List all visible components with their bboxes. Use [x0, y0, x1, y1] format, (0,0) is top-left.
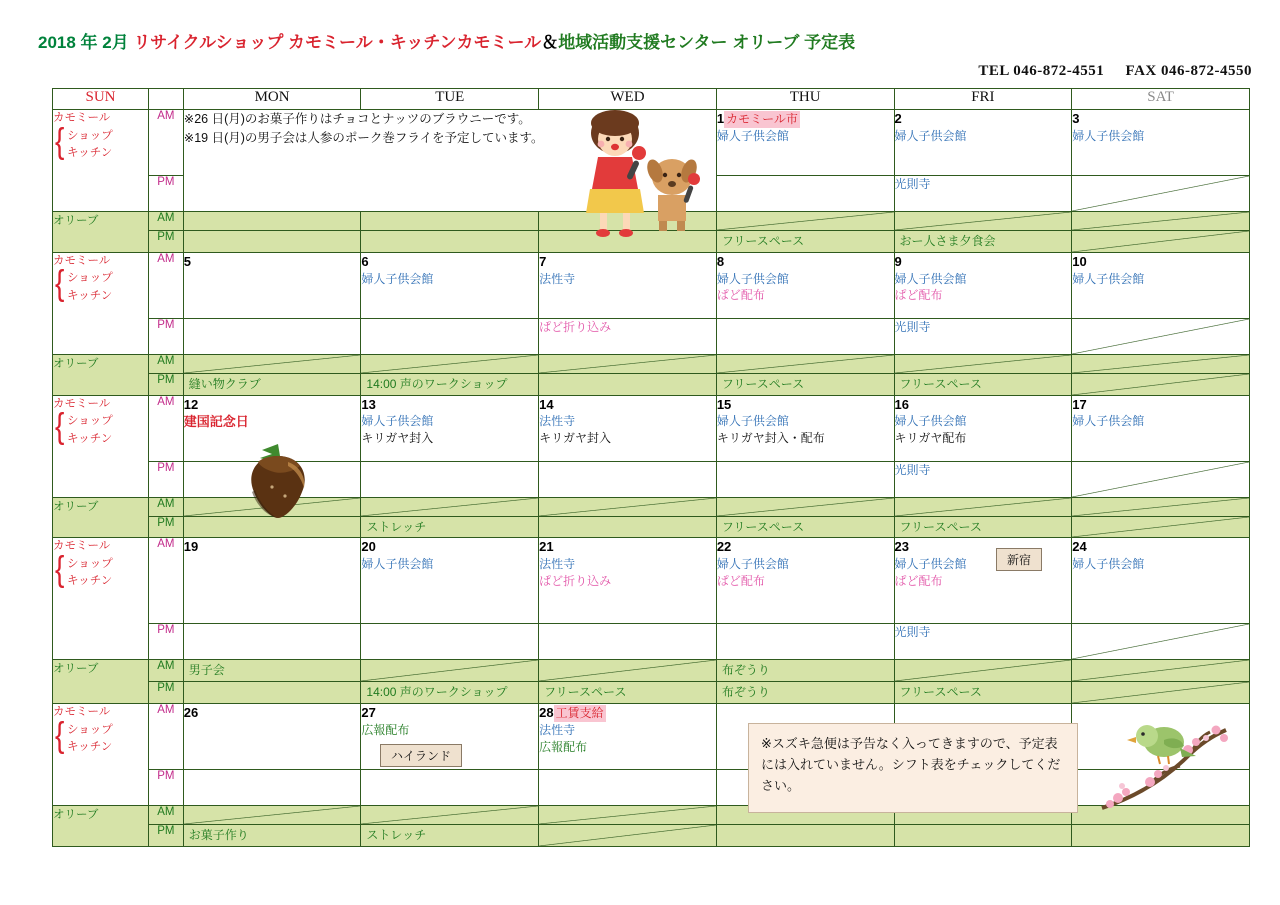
day-number: 14	[539, 396, 554, 412]
column-header-tue: TUE	[361, 89, 539, 110]
olive-cell-wed[interactable]	[539, 516, 717, 538]
ampm-label-am: AM	[149, 660, 184, 682]
title-org1: リサイクルショップ カモミール・キッチンカモミール	[133, 33, 542, 52]
day-cell-thu[interactable]	[716, 318, 894, 354]
event-text: 婦人子供会館	[1072, 414, 1145, 429]
day-number: 2	[894, 111, 902, 126]
bird-branch-illustration-icon	[1092, 712, 1232, 822]
olive-cell-fri[interactable]	[894, 660, 1072, 682]
contact-info	[978, 63, 1252, 80]
week-4-kamomile-am-row	[53, 538, 1250, 624]
event-text: 婦人子供会館	[716, 557, 789, 572]
event-text: 婦人子供会館	[894, 414, 967, 429]
event-text: ぱど配布	[894, 574, 943, 589]
day-cell-wed[interactable]	[539, 252, 717, 318]
event-text: 布ぞうり	[721, 663, 770, 678]
event-text: 光則寺	[894, 319, 931, 334]
olive-cell-mon[interactable]	[183, 212, 361, 231]
brace-icon: {	[55, 120, 65, 160]
event-text: 広報配布	[539, 739, 588, 754]
day-cell-sat[interactable]	[1072, 538, 1250, 624]
olive-cell-thu[interactable]	[716, 497, 894, 516]
page-title	[38, 28, 855, 53]
event-text: ぱど配布	[716, 288, 765, 303]
day-cell-fri[interactable]	[894, 461, 1072, 497]
olive-cell-wed[interactable]	[539, 805, 717, 824]
day-cell-thu[interactable]	[716, 395, 894, 461]
event-text: 婦人子供会館	[361, 271, 434, 286]
event-text: ぱど折り込み	[539, 574, 612, 589]
children-illustration-icon	[560, 105, 710, 245]
day-cell-thu[interactable]	[716, 538, 894, 624]
brace-icon: {	[55, 714, 65, 754]
day-cell-wed[interactable]	[539, 318, 717, 354]
kamomile-label-kitchen: キッチン	[67, 146, 113, 159]
event-text: 婦人子供会館	[1072, 128, 1145, 143]
olive-cell-tue[interactable]	[361, 231, 539, 253]
olive-cell-tue[interactable]	[361, 497, 539, 516]
olive-cell-fri[interactable]	[894, 373, 1072, 395]
olive-row-label: オリーブ	[53, 497, 149, 538]
day-cell-mon[interactable]	[183, 538, 361, 624]
olive-cell-tue[interactable]	[361, 805, 539, 824]
event-text: 布ぞうり	[721, 685, 770, 700]
day-number: 17	[1072, 396, 1087, 412]
day-cell-fri[interactable]	[894, 176, 1072, 212]
olive-cell-sat[interactable]	[1072, 212, 1250, 231]
kamomile-label-shop: ショップ	[67, 129, 113, 142]
event-text: フリースペース	[544, 685, 627, 700]
day-cell-wed[interactable]	[539, 461, 717, 497]
week1-note-text: ※26 日(月)のお菓子作りはチョコとナッツのブラウニーです。 ※19 日(月)の男子会は人参のポーク巻フライを予定しています。	[183, 112, 544, 146]
event-text: キリガヤ封入・配布	[716, 431, 825, 446]
olive-cell-mon[interactable]	[183, 373, 361, 395]
olive-cell-fri[interactable]	[894, 682, 1072, 704]
event-text: 14:00 声のワークショップ	[366, 685, 508, 700]
day-cell-mon[interactable]	[183, 318, 361, 354]
event-text: 建国記念日	[183, 414, 249, 430]
kamomile-brace	[53, 120, 148, 163]
day-cell-sat[interactable]	[1072, 110, 1250, 176]
day-cell-tue[interactable]	[361, 461, 539, 497]
week-4-olive-am-row	[53, 660, 1250, 682]
olive-cell-sat[interactable]	[1072, 682, 1250, 704]
olive-row-label: オリーブ	[53, 805, 149, 846]
day-number: 1	[716, 111, 725, 126]
title-amp: ＆	[541, 33, 559, 52]
kamomile-label-kitchen: キッチン	[67, 575, 113, 588]
kamomile-row-label	[53, 703, 149, 805]
day-cell-tue[interactable]	[361, 252, 539, 318]
day-cell-tue[interactable]	[361, 395, 539, 461]
kamomile-row-label	[53, 110, 149, 212]
day-number: 27	[361, 704, 376, 720]
day-number: 10	[1072, 253, 1087, 269]
day-cell-mon[interactable]	[183, 703, 361, 769]
tag-highland: ハイランド	[380, 744, 462, 767]
olive-cell-mon[interactable]	[183, 354, 361, 373]
week-5-olive-pm-row	[53, 824, 1250, 846]
event-text: 法性寺	[539, 557, 576, 572]
ampm-label-pm: PM	[149, 318, 184, 354]
ampm-label-am: AM	[149, 805, 184, 824]
day-cell-mon[interactable]	[183, 624, 361, 660]
day-number: 7	[539, 253, 547, 269]
week-2-olive-am-row	[53, 354, 1250, 373]
kamomile-brace	[53, 406, 148, 448]
column-header-mon: MON	[183, 89, 361, 110]
event-text: 婦人子供会館	[716, 128, 789, 143]
ampm-label-pm: PM	[149, 516, 184, 538]
event-text: 14:00 声のワークショップ	[366, 376, 508, 391]
day-cell-fri[interactable]	[894, 538, 1072, 624]
column-header-sat: SAT	[1072, 89, 1250, 110]
event-text: フリースペース	[899, 519, 982, 534]
kamomile-label-line1: カモミール	[53, 705, 111, 718]
ampm-label-pm: PM	[149, 824, 184, 846]
olive-cell-wed[interactable]	[539, 660, 717, 682]
kamomile-label-shop: ショップ	[67, 558, 113, 571]
event-text: 婦人子供会館	[1072, 271, 1145, 286]
day-number: 3	[1072, 111, 1080, 126]
ampm-label-am: AM	[149, 212, 184, 231]
olive-cell-fri[interactable]	[894, 824, 1072, 846]
telephone-number: TEL 046-872-4551	[978, 63, 1105, 79]
olive-cell-sat[interactable]	[1072, 354, 1250, 373]
brace-icon: {	[55, 263, 65, 303]
olive-cell-tue[interactable]	[361, 660, 539, 682]
olive-cell-thu[interactable]	[716, 354, 894, 373]
day-cell-thu[interactable]	[716, 176, 894, 212]
olive-cell-thu[interactable]	[716, 373, 894, 395]
event-text: 光則寺	[894, 625, 931, 640]
event-text: フリースペース	[899, 376, 982, 391]
kamomile-label-shop: ショップ	[67, 415, 113, 428]
column-header-ampm	[149, 89, 184, 110]
olive-cell-wed[interactable]	[539, 682, 717, 704]
brace-icon: {	[55, 406, 65, 446]
day-cell-thu[interactable]	[716, 252, 894, 318]
day-cell-thu[interactable]	[716, 110, 894, 176]
kamomile-row-label	[53, 252, 149, 354]
kamomile-label-line1: カモミール	[53, 397, 111, 410]
olive-cell-sat[interactable]	[1072, 231, 1250, 253]
event-text: お菓子作り	[188, 827, 249, 842]
olive-cell-fri[interactable]	[894, 231, 1072, 253]
olive-cell-mon[interactable]	[183, 824, 361, 846]
event-text: 光則寺	[894, 462, 931, 477]
day-cell-mon[interactable]	[183, 769, 361, 805]
day-cell-tue[interactable]	[361, 624, 539, 660]
day-number: 9	[894, 253, 902, 269]
event-text: カモミール市	[726, 112, 798, 126]
day-cell-sat[interactable]	[1072, 395, 1250, 461]
day-number: 13	[361, 396, 376, 412]
olive-cell-thu[interactable]	[716, 660, 894, 682]
ampm-label-pm: PM	[149, 461, 184, 497]
olive-cell-thu[interactable]	[716, 231, 894, 253]
event-text: 婦人子供会館	[894, 128, 967, 143]
event-text: 婦人子供会館	[1072, 557, 1145, 572]
event-text: 法性寺	[539, 271, 576, 286]
day-number: 16	[894, 396, 909, 412]
event-text: 婦人子供会館	[894, 557, 967, 572]
week-4-kamomile-pm-row	[53, 624, 1250, 660]
event-text: フリースペース	[721, 376, 805, 391]
kamomile-brace	[53, 549, 148, 591]
kamomile-row-label	[53, 538, 149, 660]
day-number: 19	[183, 539, 199, 555]
event-text: 工賃支給	[555, 705, 604, 720]
day-cell-fri[interactable]	[894, 624, 1072, 660]
event-text: ぱど配布	[716, 574, 765, 589]
event-text: キリガヤ配布	[894, 431, 967, 446]
event-text: 法性寺	[539, 414, 576, 429]
olive-cell-tue[interactable]	[361, 373, 539, 395]
ampm-label-am: AM	[149, 110, 184, 176]
kamomile-label-shop: ショップ	[67, 723, 113, 736]
day-cell-fri[interactable]	[894, 252, 1072, 318]
olive-cell-sat[interactable]	[1072, 824, 1250, 846]
ampm-label-am: AM	[149, 538, 184, 624]
day-number: 22	[716, 539, 732, 555]
day-cell-sat[interactable]	[1072, 461, 1250, 497]
day-cell-wed[interactable]	[539, 703, 717, 769]
olive-cell-tue[interactable]	[361, 682, 539, 704]
event-text: 男子会	[188, 663, 225, 678]
event-text: ぱど折り込み	[539, 319, 612, 334]
ampm-label-pm: PM	[149, 231, 184, 253]
olive-cell-wed[interactable]	[539, 824, 717, 846]
event-text: 婦人子供会館	[894, 271, 967, 286]
day-cell-fri[interactable]	[894, 318, 1072, 354]
day-cell-wed[interactable]	[539, 395, 717, 461]
tag-shinjuku: 新宿	[996, 548, 1042, 571]
event-text: キリガヤ封入	[361, 431, 434, 446]
ampm-label-am: AM	[149, 354, 184, 373]
week-4-olive-pm-row	[53, 682, 1250, 704]
brace-icon: {	[55, 549, 65, 588]
day-cell-fri[interactable]	[894, 110, 1072, 176]
day-number: 12	[183, 396, 199, 412]
event-text: 法性寺	[539, 722, 576, 737]
event-text: 広報配布	[361, 722, 410, 737]
kamomile-brace	[53, 714, 148, 757]
day-cell-sat[interactable]	[1072, 252, 1250, 318]
olive-cell-tue[interactable]	[361, 212, 539, 231]
olive-cell-thu[interactable]	[716, 682, 894, 704]
kamomile-label-kitchen: キッチン	[67, 432, 113, 445]
olive-cell-thu[interactable]	[716, 516, 894, 538]
olive-cell-sat[interactable]	[1072, 373, 1250, 395]
day-cell-thu[interactable]	[716, 624, 894, 660]
day-number: 6	[361, 253, 369, 269]
ampm-label-pm: PM	[149, 624, 184, 660]
day-number: 15	[716, 396, 732, 412]
ampm-label-am: AM	[149, 497, 184, 516]
olive-row-label: オリーブ	[53, 212, 149, 253]
day-number: 21	[539, 539, 554, 555]
olive-cell-fri[interactable]	[894, 354, 1072, 373]
ampm-label-pm: PM	[149, 682, 184, 704]
day-cell-mon[interactable]	[183, 252, 361, 318]
ampm-label-am: AM	[149, 703, 184, 769]
event-text: フリースペース	[899, 685, 982, 700]
olive-cell-mon[interactable]	[183, 660, 361, 682]
olive-cell-wed[interactable]	[539, 373, 717, 395]
ampm-label-am: AM	[149, 252, 184, 318]
olive-row-label: オリーブ	[53, 660, 149, 704]
olive-cell-mon[interactable]	[183, 231, 361, 253]
olive-cell-tue[interactable]	[361, 354, 539, 373]
event-text: おー人さま夕食会	[899, 234, 996, 248]
day-cell-wed[interactable]	[539, 769, 717, 805]
event-text: 縫い物クラブ	[188, 376, 261, 391]
day-cell-tue[interactable]	[361, 769, 539, 805]
event-text: ストレッチ	[366, 519, 427, 534]
event-text: キリガヤ封入	[539, 431, 612, 446]
olive-row-label: オリーブ	[53, 354, 149, 395]
olive-cell-sat[interactable]	[1072, 497, 1250, 516]
olive-cell-fri[interactable]	[894, 212, 1072, 231]
event-text: 婦人子供会館	[716, 414, 789, 429]
day-number: 8	[716, 253, 725, 269]
olive-cell-wed[interactable]	[539, 354, 717, 373]
column-header-sun: SUN	[53, 89, 149, 110]
kamomile-label-kitchen: キッチン	[67, 740, 113, 753]
olive-cell-fri[interactable]	[894, 497, 1072, 516]
day-number: 24	[1072, 539, 1087, 555]
olive-cell-thu[interactable]	[716, 824, 894, 846]
ampm-label-am: AM	[149, 395, 184, 461]
day-number: 20	[361, 539, 376, 555]
day-cell-sat[interactable]	[1072, 176, 1250, 212]
event-text: 婦人子供会館	[361, 557, 434, 572]
memo-box: ※スズキ急便は予告なく入ってきますので、予定表には入れていません。シフト表をチェックしてください。	[748, 723, 1078, 813]
event-text: フリースペース	[721, 234, 805, 248]
event-text: 光則寺	[894, 177, 931, 191]
week-2-olive-pm-row	[53, 373, 1250, 395]
column-header-fri: FRI	[894, 89, 1072, 110]
olive-cell-sat[interactable]	[1072, 660, 1250, 682]
column-header-thu: THU	[716, 89, 894, 110]
day-cell-thu[interactable]	[716, 461, 894, 497]
ampm-label-pm: PM	[149, 769, 184, 805]
olive-cell-tue[interactable]	[361, 516, 539, 538]
ampm-label-pm: PM	[149, 373, 184, 395]
day-cell-tue[interactable]	[361, 318, 539, 354]
kamomile-label-line1: カモミール	[53, 540, 111, 553]
kamomile-label-line1: カモミール	[53, 112, 111, 124]
olive-cell-mon[interactable]	[183, 805, 361, 824]
day-number: 26	[183, 704, 199, 720]
day-cell-sat[interactable]	[1072, 318, 1250, 354]
week-2-kamomile-am-row	[53, 252, 1250, 318]
kamomile-label-shop: ショップ	[67, 272, 113, 285]
olive-cell-sat[interactable]	[1072, 516, 1250, 538]
olive-cell-thu[interactable]	[716, 212, 894, 231]
title-schedule-word: 予定表	[804, 33, 856, 52]
olive-cell-fri[interactable]	[894, 516, 1072, 538]
title-org2: 地域活動支援センター オリーブ	[558, 33, 800, 52]
event-text: 婦人子供会館	[716, 271, 789, 286]
day-cell-sat[interactable]	[1072, 624, 1250, 660]
ampm-label-pm: PM	[149, 176, 184, 212]
day-number: 23	[894, 539, 909, 555]
week-2-kamomile-pm-row	[53, 318, 1250, 354]
fax-number: FAX 046-872-4550	[1125, 63, 1252, 79]
day-cell-wed[interactable]	[539, 538, 717, 624]
event-text: フリースペース	[721, 519, 805, 534]
event-text: ぱど配布	[894, 288, 943, 303]
olive-cell-tue[interactable]	[361, 824, 539, 846]
strawberry-illustration-icon	[228, 432, 328, 522]
kamomile-label-line1: カモミール	[53, 254, 111, 267]
olive-cell-mon[interactable]	[183, 682, 361, 704]
column-header-wed: WED	[539, 89, 717, 110]
day-cell-wed[interactable]	[539, 624, 717, 660]
event-text: ストレッチ	[366, 827, 427, 842]
kamomile-label-kitchen: キッチン	[67, 289, 113, 302]
day-cell-tue[interactable]	[361, 538, 539, 624]
day-number: 28	[539, 704, 554, 720]
day-cell-fri[interactable]	[894, 395, 1072, 461]
kamomile-brace	[53, 263, 148, 305]
day-number: 5	[183, 253, 191, 269]
event-text: 婦人子供会館	[361, 414, 434, 429]
olive-cell-wed[interactable]	[539, 497, 717, 516]
kamomile-row-label	[53, 395, 149, 497]
title-year-month: 2018 年 2月	[38, 33, 129, 52]
